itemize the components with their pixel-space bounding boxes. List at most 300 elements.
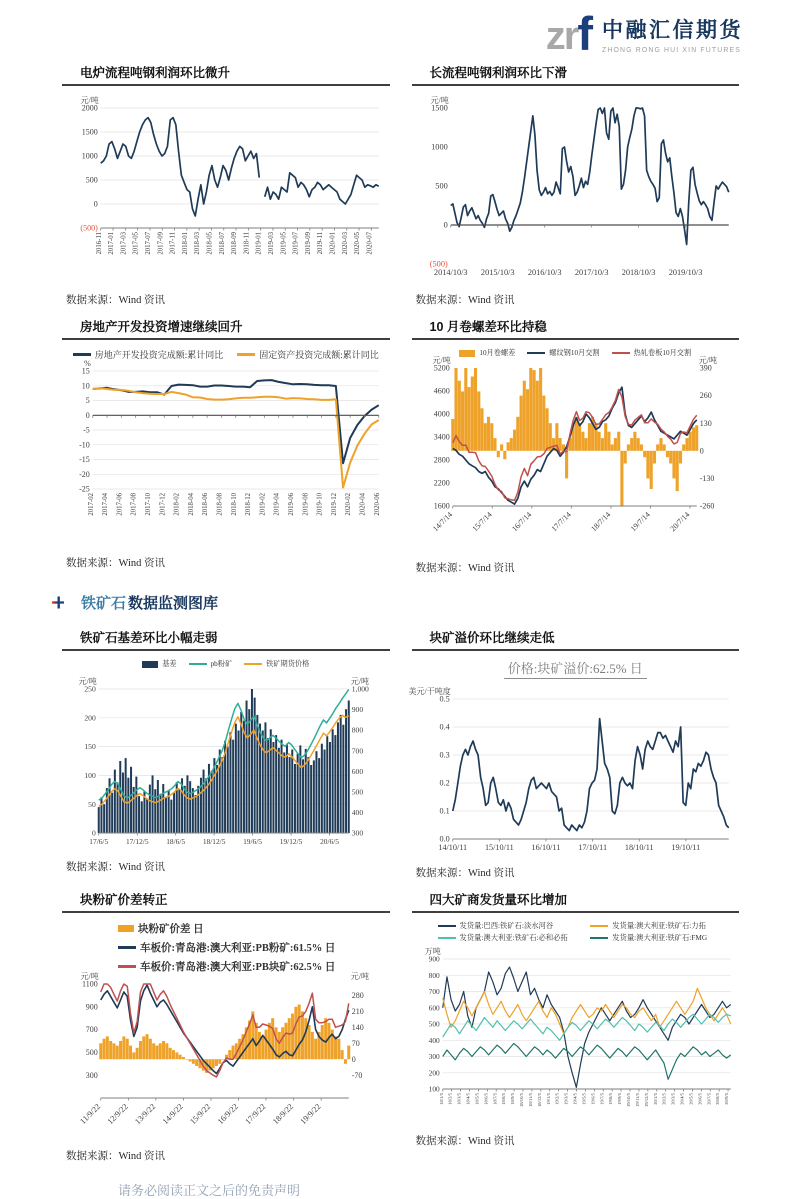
svg-text:0: 0 [351, 1054, 356, 1064]
svg-text:19/10/5: 19/10/5 [625, 1093, 631, 1108]
svg-text:0.2: 0.2 [439, 778, 450, 788]
chart-legend [62, 346, 390, 363]
svg-text:500: 500 [85, 175, 98, 185]
svg-text:2018-10: 2018-10 [230, 493, 238, 516]
svg-text:4600: 4600 [433, 386, 450, 396]
svg-text:2020-04: 2020-04 [359, 493, 367, 516]
data-source: 数据来源：Wind 资讯 [415, 295, 515, 306]
svg-text:17/7/14: 17/7/14 [549, 510, 573, 534]
legend-item [73, 348, 224, 361]
svg-text:1100: 1100 [82, 979, 98, 989]
legend-label: 车板价:青岛港:澳大利亚:PB块矿:62.5% 日 [140, 962, 336, 973]
svg-text:0: 0 [93, 199, 98, 209]
svg-text:19/11/5: 19/11/5 [634, 1093, 640, 1107]
svg-text:500: 500 [434, 181, 448, 191]
svg-text:19/12/5: 19/12/5 [279, 837, 303, 846]
svg-text:-130: -130 [699, 474, 714, 483]
svg-text:18/3/5: 18/3/5 [456, 1093, 462, 1105]
svg-text:-260: -260 [699, 501, 714, 511]
svg-text:900: 900 [428, 954, 440, 964]
legend-label: 块粉矿价差 日 [138, 924, 204, 935]
svg-text:20/6/5: 20/6/5 [696, 1093, 702, 1105]
legend-swatch [244, 663, 262, 665]
svg-text:2017-12: 2017-12 [159, 493, 167, 516]
svg-text:260: 260 [699, 391, 712, 401]
svg-text:18/11/5: 18/11/5 [527, 1093, 533, 1107]
svg-text:0: 0 [85, 410, 90, 420]
svg-text:70: 70 [351, 1038, 360, 1048]
svg-text:2019-06: 2019-06 [287, 493, 295, 516]
svg-text:18/2/5: 18/2/5 [447, 1093, 453, 1105]
legend-swatch [73, 353, 91, 355]
legend-label: 车板价:青岛港:澳大利亚:PB粉矿:61.5% 日 [140, 943, 336, 954]
legend-swatch [237, 353, 255, 355]
svg-text:0: 0 [91, 828, 96, 838]
legend-label: 螺纹钢10月交割 [549, 349, 600, 357]
svg-text:18/12/5: 18/12/5 [202, 837, 226, 846]
svg-text:700: 700 [351, 746, 364, 756]
svg-text:400: 400 [428, 1035, 440, 1045]
svg-text:19/10/11: 19/10/11 [670, 843, 700, 852]
svg-text:150: 150 [84, 742, 96, 752]
svg-text:19/5/5: 19/5/5 [580, 1093, 586, 1105]
svg-text:0: 0 [443, 220, 448, 230]
inner-title-wrap [412, 657, 740, 681]
svg-text:2014/10/3: 2014/10/3 [433, 268, 468, 277]
legend-item [438, 933, 587, 943]
svg-text:500: 500 [351, 787, 364, 797]
svg-text:2019-01: 2019-01 [255, 232, 263, 255]
svg-text:0: 0 [699, 446, 704, 456]
legend-label: 发货量:澳大利亚:铁矿石:FMG [612, 933, 708, 942]
svg-text:14/7/14: 14/7/14 [430, 510, 454, 534]
svg-text:19/3/5: 19/3/5 [563, 1093, 569, 1105]
svg-text:2020-01: 2020-01 [329, 232, 337, 255]
svg-text:2019-05: 2019-05 [280, 232, 288, 255]
svg-text:13/9/22: 13/9/22 [133, 1102, 158, 1127]
svg-text:元/吨: 元/吨 [432, 356, 451, 365]
svg-text:-15: -15 [79, 455, 90, 465]
svg-text:1000: 1000 [81, 151, 98, 161]
title-divider [62, 84, 390, 86]
chart-plot [62, 92, 390, 290]
logo-mark [545, 6, 593, 60]
company-name-cn: 中融汇信期货 [602, 19, 743, 42]
svg-text:300: 300 [85, 1070, 98, 1080]
legend-label: 发货量:澳大利亚:铁矿石:力拓 [612, 921, 706, 930]
svg-text:400: 400 [351, 808, 364, 817]
company-logo [545, 6, 743, 60]
svg-text:18/4/5: 18/4/5 [464, 1093, 470, 1105]
svg-text:1,000: 1,000 [351, 684, 369, 694]
svg-text:2018-07: 2018-07 [218, 232, 226, 255]
legend-label: 发货量:澳大利亚:铁矿石:必和必拓 [459, 933, 568, 942]
legend-label: 固定资产投资完成额:累计同比 [259, 350, 379, 360]
svg-text:2017-04: 2017-04 [102, 493, 110, 516]
svg-text:16/9/22: 16/9/22 [215, 1102, 240, 1127]
legend-swatch [438, 925, 456, 927]
svg-text:2018-12: 2018-12 [245, 493, 253, 516]
svg-text:280: 280 [351, 991, 364, 1000]
svg-text:18/6/5: 18/6/5 [482, 1093, 488, 1105]
svg-text:5200: 5200 [433, 363, 450, 373]
svg-text:-10: -10 [79, 440, 90, 450]
disclaimer-text: 请务必阅读正文之后的免责声明 [118, 1183, 301, 1198]
svg-text:19/7/5: 19/7/5 [598, 1093, 604, 1105]
svg-text:19/4/5: 19/4/5 [571, 1093, 577, 1105]
svg-text:15/10/11: 15/10/11 [484, 843, 514, 852]
svg-text:18/12/5: 18/12/5 [536, 1093, 542, 1108]
svg-text:11/9/22: 11/9/22 [78, 1102, 103, 1126]
logo-f-text: f [577, 6, 593, 60]
svg-text:0.5: 0.5 [439, 694, 450, 704]
data-source: 数据来源：Wind 资讯 [66, 558, 166, 569]
svg-text:2019-09: 2019-09 [304, 232, 312, 255]
svg-text:2019-07: 2019-07 [292, 231, 300, 255]
chart-plot [62, 359, 390, 553]
svg-text:2017-01: 2017-01 [108, 232, 116, 255]
svg-text:20/9/5: 20/9/5 [723, 1093, 729, 1105]
svg-text:210: 210 [351, 1007, 364, 1016]
svg-text:20/5/5: 20/5/5 [687, 1093, 693, 1105]
svg-text:2018/10/3: 2018/10/3 [621, 268, 655, 277]
svg-text:200: 200 [84, 713, 96, 723]
svg-text:1000: 1000 [430, 142, 448, 152]
svg-text:2020-03: 2020-03 [341, 232, 349, 255]
svg-text:500: 500 [85, 1048, 98, 1057]
svg-text:元/吨: 元/吨 [430, 96, 449, 105]
legend-label: 10月卷螺差 [479, 349, 516, 357]
chart-title: 长流程吨钢利润环比下滑 [429, 66, 568, 80]
legend-item [118, 959, 335, 974]
data-source: 数据来源：Wind 资讯 [66, 862, 166, 873]
svg-text:130: 130 [699, 418, 712, 428]
svg-text:2017-08: 2017-08 [130, 493, 138, 516]
svg-text:2017/10/3: 2017/10/3 [574, 268, 608, 277]
svg-text:-20: -20 [79, 469, 90, 479]
svg-text:12/9/22: 12/9/22 [105, 1102, 130, 1127]
chart-inner-title: 价格:块矿溢价:62.5% 日 [504, 658, 647, 679]
chart-plot [62, 972, 390, 1146]
chart-block-lump-premium [408, 625, 740, 880]
svg-text:元/吨: 元/吨 [350, 972, 369, 981]
chart-title: 10 月卷螺差环比持稳 [429, 320, 547, 334]
svg-text:2018-01: 2018-01 [181, 232, 189, 255]
chart-title: 铁矿石基差环比小幅走弱 [80, 631, 218, 645]
svg-text:2017-05: 2017-05 [132, 232, 140, 255]
company-names [602, 14, 743, 54]
logo-zr-text: zr [545, 14, 578, 59]
svg-text:2018-02: 2018-02 [173, 493, 181, 516]
chart-block-coil-rebar-spread [412, 314, 740, 575]
legend-swatch [527, 352, 545, 354]
svg-text:2018-08: 2018-08 [216, 493, 224, 516]
svg-text:19/8/5: 19/8/5 [607, 1093, 613, 1105]
svg-text:18/7/14: 18/7/14 [588, 510, 612, 534]
svg-text:800: 800 [351, 725, 364, 735]
section-title-highlight: 铁矿石 [81, 595, 127, 612]
chart-block-ironore-basis [62, 625, 390, 880]
legend-label: 热轧卷板10月交割 [633, 349, 692, 357]
svg-text:2020-02: 2020-02 [345, 493, 353, 516]
svg-text:18/10/5: 18/10/5 [518, 1093, 524, 1108]
svg-text:700: 700 [85, 1025, 98, 1035]
svg-text:18/9/5: 18/9/5 [509, 1093, 515, 1105]
svg-text:2018-09: 2018-09 [231, 232, 239, 255]
chart-legend [412, 919, 740, 945]
legend-item [459, 348, 515, 358]
svg-text:2018-11: 2018-11 [243, 232, 251, 255]
svg-text:2019-02: 2019-02 [259, 493, 267, 516]
legend-label: 房地产开发投资完成额:累计同比 [94, 350, 224, 360]
chart-block-electric-furnace-profit [62, 60, 390, 307]
section-bullet-icon [52, 596, 65, 609]
svg-text:2017-11: 2017-11 [169, 232, 177, 255]
svg-text:15/9/22: 15/9/22 [188, 1102, 213, 1127]
legend-item [237, 348, 379, 361]
svg-text:18/10/11: 18/10/11 [624, 843, 654, 852]
svg-text:20/2/5: 20/2/5 [661, 1093, 667, 1105]
section-title: 数据监测图库 [128, 595, 219, 612]
svg-text:250: 250 [84, 684, 96, 694]
svg-text:2016/10/3: 2016/10/3 [527, 268, 561, 277]
legend-swatch [612, 352, 630, 354]
svg-text:19/2/5: 19/2/5 [554, 1093, 560, 1105]
data-source: 数据来源：Wind 资讯 [415, 1136, 515, 1147]
svg-text:3400: 3400 [433, 432, 450, 442]
svg-text:19/9/22: 19/9/22 [298, 1102, 323, 1127]
svg-text:100: 100 [84, 771, 96, 780]
data-source: 数据来源：Wind 资讯 [66, 295, 166, 306]
svg-text:2015/10/3: 2015/10/3 [480, 268, 515, 277]
svg-text:2019-10: 2019-10 [316, 493, 324, 516]
svg-text:50: 50 [88, 799, 96, 809]
svg-text:0.3: 0.3 [439, 750, 450, 760]
svg-text:2019-12: 2019-12 [330, 493, 338, 516]
svg-text:500: 500 [428, 1019, 440, 1029]
legend-swatch [118, 925, 134, 932]
svg-text:2018-04: 2018-04 [187, 493, 195, 516]
svg-text:2800: 2800 [433, 455, 450, 465]
legend-item [527, 348, 599, 358]
legend-item [244, 659, 309, 669]
svg-text:18/6/5: 18/6/5 [166, 837, 186, 846]
title-divider [412, 649, 740, 651]
svg-text:19/9/5: 19/9/5 [616, 1093, 622, 1105]
svg-text:4000: 4000 [433, 409, 450, 419]
chart-plot [412, 92, 740, 290]
svg-text:600: 600 [351, 766, 364, 776]
svg-text:800: 800 [428, 970, 440, 980]
svg-text:0.4: 0.4 [439, 722, 450, 732]
chart-legend [62, 919, 390, 978]
chart-block-long-process-profit [412, 60, 740, 307]
svg-text:19/6/5: 19/6/5 [589, 1093, 595, 1105]
legend-swatch [590, 937, 608, 939]
disclaimer-footer [0, 1170, 793, 1199]
svg-text:(500): (500) [80, 223, 98, 233]
svg-text:18/9/22: 18/9/22 [271, 1102, 296, 1127]
chart-title: 块矿溢价环比继续走低 [429, 631, 555, 645]
legend-swatch [142, 661, 158, 668]
legend-swatch [189, 663, 207, 665]
svg-text:2020-05: 2020-05 [354, 232, 362, 255]
legend-label: 基差 [162, 660, 177, 668]
svg-text:15: 15 [81, 366, 90, 376]
svg-text:0.0: 0.0 [439, 834, 450, 844]
svg-text:-70: -70 [351, 1070, 363, 1080]
svg-text:2018-06: 2018-06 [202, 493, 210, 516]
svg-text:18/7/5: 18/7/5 [491, 1093, 497, 1105]
legend-item [612, 348, 692, 358]
chart-legend [62, 657, 390, 671]
svg-text:元/吨: 元/吨 [350, 677, 369, 686]
svg-text:18/5/5: 18/5/5 [473, 1093, 479, 1105]
chart-legend [412, 346, 740, 360]
svg-text:万吨: 万吨 [424, 947, 441, 956]
svg-text:2017-09: 2017-09 [157, 232, 165, 255]
chart-plot [408, 681, 740, 863]
chart-plot [412, 356, 740, 558]
title-divider [412, 84, 740, 86]
svg-text:20/4/5: 20/4/5 [678, 1093, 684, 1105]
legend-swatch [118, 965, 136, 967]
svg-text:2017-07: 2017-07 [144, 232, 152, 255]
svg-text:2017-10: 2017-10 [144, 493, 152, 516]
svg-text:2019-08: 2019-08 [302, 493, 310, 516]
chart-title: 房地产开发投资增速继续回升 [80, 320, 243, 334]
data-source: 数据来源：Wind 资讯 [66, 1151, 166, 1162]
svg-text:2018-03: 2018-03 [194, 232, 202, 255]
chart-plot [412, 945, 740, 1131]
chart-block-real-estate-investment [62, 314, 390, 575]
svg-text:2018-05: 2018-05 [206, 232, 214, 255]
svg-text:140: 140 [351, 1022, 364, 1032]
svg-text:17/10/11: 17/10/11 [577, 843, 607, 852]
svg-text:20/1/5: 20/1/5 [652, 1093, 658, 1105]
svg-text:20/7/14: 20/7/14 [667, 510, 691, 534]
chart-title: 块粉矿价差转正 [80, 893, 168, 907]
svg-text:19/12/5: 19/12/5 [643, 1093, 649, 1108]
legend-item [189, 659, 233, 669]
svg-text:20/6/5: 20/6/5 [320, 837, 339, 846]
svg-text:2019-03: 2019-03 [267, 232, 275, 255]
legend-swatch [118, 946, 136, 948]
svg-text:19/6/5: 19/6/5 [243, 837, 262, 846]
svg-text:0.1: 0.1 [439, 806, 450, 816]
svg-text:600: 600 [428, 1003, 440, 1013]
svg-text:元/吨: 元/吨 [80, 972, 99, 981]
legend-item [142, 659, 176, 669]
chart-block-lump-fines-spread [62, 887, 390, 1163]
svg-text:20/7/5: 20/7/5 [705, 1093, 711, 1105]
svg-text:2020-06: 2020-06 [373, 493, 381, 516]
legend-swatch [438, 937, 456, 939]
legend-label: pb粉矿 [210, 660, 233, 668]
svg-text:美元/干吨度: 美元/干吨度 [408, 687, 451, 696]
svg-text:2000: 2000 [81, 103, 98, 113]
charts-grid-ironore [0, 621, 793, 1170]
title-divider [412, 911, 740, 913]
svg-text:10: 10 [81, 381, 90, 391]
svg-text:1500: 1500 [81, 127, 98, 137]
svg-text:17/9/22: 17/9/22 [243, 1102, 268, 1127]
svg-text:16/7/14: 16/7/14 [509, 510, 533, 534]
legend-label: 铁矿期货价格 [266, 660, 310, 668]
title-divider [62, 338, 390, 340]
svg-text:2016-11: 2016-11 [95, 232, 103, 255]
title-divider [62, 649, 390, 651]
svg-text:元/吨: 元/吨 [78, 677, 97, 686]
svg-text:2200: 2200 [433, 478, 450, 488]
svg-text:300: 300 [351, 828, 364, 838]
svg-text:元/吨: 元/吨 [698, 356, 717, 365]
svg-text:19/7/14: 19/7/14 [628, 510, 652, 534]
svg-text:900: 900 [351, 705, 364, 715]
data-source: 数据来源：Wind 资讯 [415, 563, 515, 574]
svg-text:18/1/5: 18/1/5 [438, 1093, 444, 1105]
svg-text:2019-04: 2019-04 [273, 493, 281, 516]
chart-plot [62, 671, 390, 857]
svg-text:-5: -5 [83, 425, 90, 435]
page-header [0, 0, 793, 60]
legend-item [118, 921, 204, 936]
svg-text:2019-11: 2019-11 [317, 232, 325, 255]
svg-text:2017-03: 2017-03 [120, 232, 128, 255]
svg-text:14/9/22: 14/9/22 [160, 1102, 185, 1127]
svg-text:%: % [84, 359, 91, 368]
svg-text:2019/10/3: 2019/10/3 [668, 268, 702, 277]
legend-item [438, 921, 587, 931]
svg-text:元/吨: 元/吨 [80, 96, 99, 105]
svg-text:-25: -25 [79, 484, 90, 494]
legend-item [590, 933, 739, 943]
svg-text:19/1/5: 19/1/5 [545, 1093, 551, 1105]
svg-text:900: 900 [85, 1002, 98, 1012]
svg-text:1500: 1500 [430, 103, 448, 113]
svg-text:17/6/5: 17/6/5 [89, 837, 109, 846]
company-name-en: ZHONG RONG HUI XIN FUTURES [602, 47, 742, 54]
svg-text:100: 100 [428, 1084, 440, 1094]
legend-swatch [590, 925, 608, 927]
legend-item [118, 940, 335, 955]
legend-label: 发货量:巴西:铁矿石:淡水河谷 [459, 921, 554, 930]
legend-swatch [459, 350, 475, 357]
data-source: 数据来源：Wind 资讯 [415, 868, 515, 879]
section-header [0, 582, 793, 621]
svg-text:300: 300 [428, 1052, 440, 1062]
svg-text:18/8/5: 18/8/5 [500, 1093, 506, 1105]
svg-text:2020-07: 2020-07 [366, 232, 374, 255]
svg-text:1600: 1600 [433, 501, 450, 511]
svg-text:2017-02: 2017-02 [87, 493, 95, 516]
svg-text:5: 5 [85, 396, 90, 406]
chart-title: 电炉流程吨钢利润环比微升 [80, 66, 231, 80]
legend-item [590, 921, 739, 931]
charts-grid-top [0, 56, 793, 582]
title-divider [412, 338, 740, 340]
title-divider [62, 911, 390, 913]
svg-text:17/12/5: 17/12/5 [125, 837, 149, 846]
svg-text:(500): (500) [429, 259, 448, 269]
svg-text:14/10/11: 14/10/11 [437, 843, 467, 852]
svg-text:15/7/14: 15/7/14 [469, 510, 494, 534]
chart-title: 四大矿商发货量环比增加 [429, 893, 568, 907]
svg-text:700: 700 [428, 987, 440, 997]
svg-text:2017-06: 2017-06 [116, 493, 124, 516]
chart-block-miner-shipments [412, 887, 740, 1163]
svg-text:20/8/5: 20/8/5 [714, 1093, 720, 1105]
